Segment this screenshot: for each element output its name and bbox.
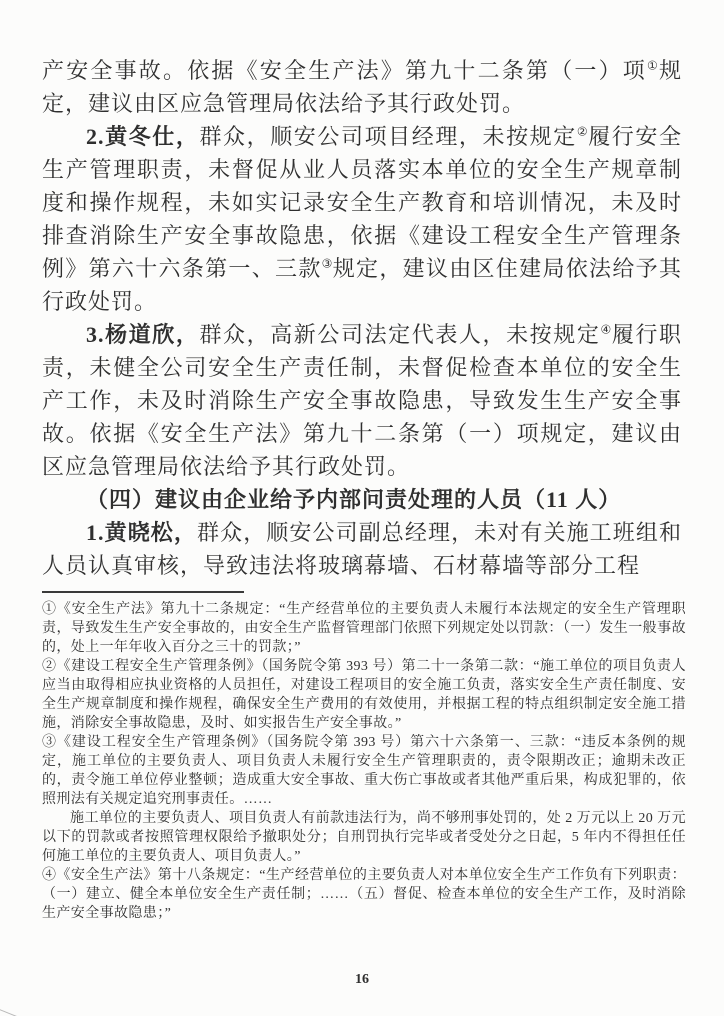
person-name: 3.杨道欣， — [86, 322, 200, 347]
section-heading — [42, 483, 682, 516]
body-paragraph: 产安全事故。依据《安全生产法》第九十二条第（一）项①规定，建议由区应急管理局依法给予其行政处罚。 — [42, 58, 682, 116]
footnote-ref: ④ — [600, 322, 612, 337]
person-name: 1.黄晓松， — [86, 520, 197, 545]
footnote: 施工单位的主要负责人、项目负责人有前款违法行为，尚不够刑事处罚的，处 2 万元以上 20 万元以下的罚款或者按照管理权限给予撤职处分；自刑罚执行完毕或者受处分之日起，5 年内不得担任任何施工单位的主要负责人、项目负责人。” — [42, 811, 686, 864]
footnote: ②《建设工程安全生产管理条例》（国务院令第 393 号）第二十一条第二款：“施工单位的项目负责人应当由取得相应执业资格的人员担任，对建设工程项目的安全施工负责，落实安全生产责任制度、安全生产规章制度和操作规程，确保安全生产费用的有效使用，并根据工程的特点组织制定安全施工措施，消除安全事故隐患，及时、如实报告生产安全事故。” — [42, 659, 686, 731]
footnotes — [42, 600, 686, 923]
document-body — [42, 54, 682, 582]
footnote-ref: ② — [576, 124, 589, 139]
body-paragraph: 3.杨道欣，群众，高新公司法定代表人，未按规定④履行职责，未健全公司安全生产责任制，未督促检查本单位的安全生产工作，未及时消除生产安全事故隐患，导致发生生产安全事故。依据《安全生产法》第九十二条第（一）项规定，建议由区应急管理局依法给予其行政处罚。 — [42, 322, 682, 479]
scan-artifact-line — [0, 1006, 35, 1016]
footnote-separator — [42, 591, 244, 593]
page-number: 16 — [355, 972, 369, 987]
footnote-ref: ③ — [321, 256, 333, 271]
body-paragraph: 2.黄冬仕，群众，顺安公司项目经理，未按规定②履行安全生产管理职责，未督促从业人员落实本单位的安全生产规章制度和操作规程，未如实记录安全生产教育和培训情况，未及时排查消除生产安全事故隐患，依据《建设工程安全生产管理条例》第六十六条第一、三款③规定，建议由区住建局依法给予其行政处罚。 — [42, 124, 682, 314]
footnote-ref: ① — [647, 58, 659, 73]
footnote: ④《安全生产法》第十八条规定：“生产经营单位的主要负责人对本单位安全生产工作负有下列职责：（一）建立、健全本单位安全生产责任制；……（五）督促、检查本单位的安全生产工作，及时消除生产安全事故隐患；” — [42, 868, 686, 921]
person-name: （四）建议由企业给予内部问责处理的人员（11 人） — [86, 487, 622, 512]
body-paragraph: 1.黄晓松，群众，顺安公司副总经理，未对有关施工班组和人员认真审核，导致违法将玻璃幕墙、石材幕墙等部分工程 — [42, 520, 682, 578]
footnote: ③《建设工程安全生产管理条例》（国务院令第 393 号）第六十六条第一、三款：“违反本条例的规定，施工单位的主要负责人、项目负责人未履行安全生产管理职责的，责令限期改正；逾期未改正的，责令施工单位停业整顿；造成重大安全事故、重大伤亡事故或者其他严重后果，构成犯罪的，依照刑法有关规定追究刑事责任。…… — [42, 735, 686, 807]
person-name: 2.黄冬仕， — [86, 124, 200, 149]
footnote: ①《安全生产法》第九十二条规定：“生产经营单位的主要负责人未履行本法规定的安全生产管理职责，导致发生生产安全事故的，由安全生产监督管理部门依照下列规定处以罚款：（一）发生一般事故的，处上一年年收入百分之三十的罚款；” — [42, 602, 686, 655]
